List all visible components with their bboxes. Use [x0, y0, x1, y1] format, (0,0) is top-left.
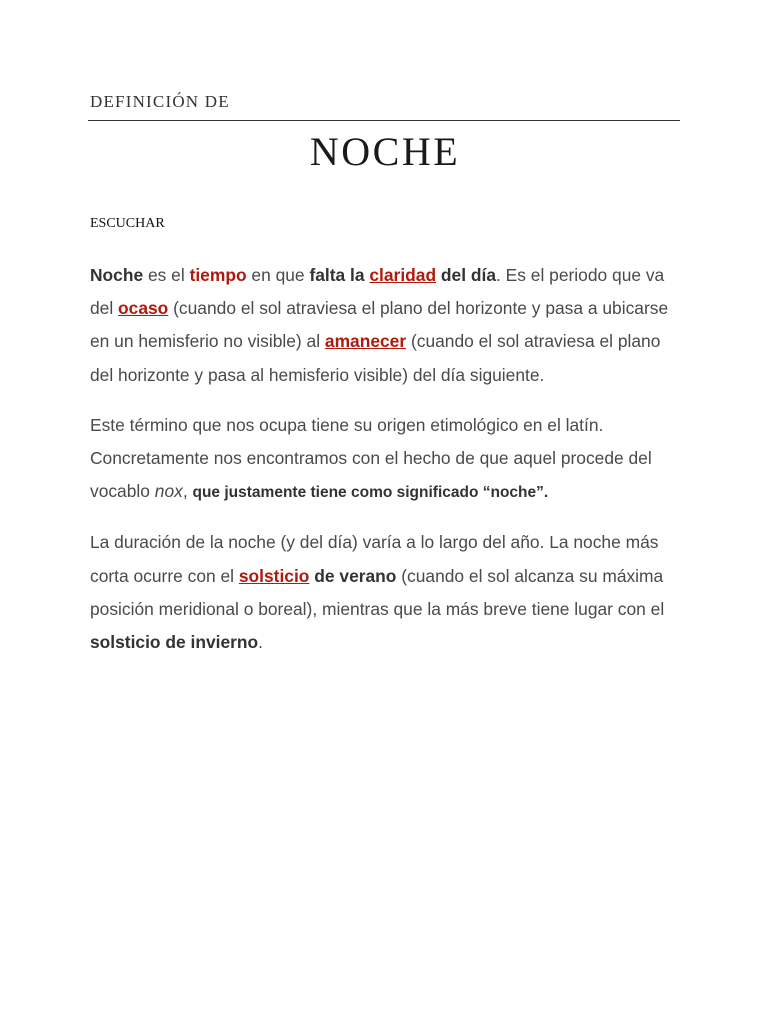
link-solsticio[interactable]: solsticio — [238, 565, 310, 586]
phrase-solsticio-de-invierno: solsticio de invierno — [90, 632, 259, 653]
text: (cuando el sol atraviesa el plano del horizonte y pasa al hemisferio visible) del día siguiente. — [90, 331, 661, 385]
text: (cuando el sol alcanza su máxima posición meridional o boreal), mientras que la más breve tiene lugar con el — [90, 565, 665, 619]
phrase-del-dia: del día — [440, 265, 497, 285]
header-divider — [88, 120, 680, 121]
text: . — [543, 484, 549, 502]
phrase-falta-la: falta la — [309, 265, 365, 285]
link-claridad[interactable]: claridad — [369, 265, 437, 285]
text: es el — [143, 265, 190, 285]
phrase-significado: que justamente tiene como significado “noche” — [192, 484, 544, 502]
phrase-de-verano: de verano — [314, 565, 397, 586]
text: . Es el periodo que va del — [90, 265, 665, 319]
paragraph-3 — [90, 526, 680, 659]
text: La duración de la noche (y del día) varía a lo largo del año. La noche más corta ocurre con el — [90, 532, 659, 586]
term-tiempo: tiempo — [189, 265, 247, 285]
term-nox: nox — [154, 481, 183, 502]
page-title: NOCHE — [309, 129, 461, 174]
text: . — [258, 632, 263, 653]
paragraph-2 — [90, 409, 680, 510]
text: , — [182, 481, 193, 502]
text: en que — [246, 265, 310, 285]
term-noche: Noche — [90, 265, 144, 285]
paragraph-1 — [90, 259, 680, 392]
article-body — [90, 259, 680, 676]
text: Este término que nos ocupa tiene su origen etimológico en el latín. Concretamente nos encontramos con el hecho de que aquel procede del vocablo — [90, 414, 652, 502]
link-ocaso[interactable]: ocaso — [118, 298, 169, 319]
listen-button[interactable]: ESCUCHAR — [90, 216, 165, 231]
text: (cuando el sol atraviesa el plano del horizonte y pasa a ubicarse en un hemisferio no visible) al — [90, 298, 669, 352]
definition-kicker: DEFINICIÓN DE — [90, 92, 230, 111]
link-amanecer[interactable]: amanecer — [324, 331, 407, 352]
